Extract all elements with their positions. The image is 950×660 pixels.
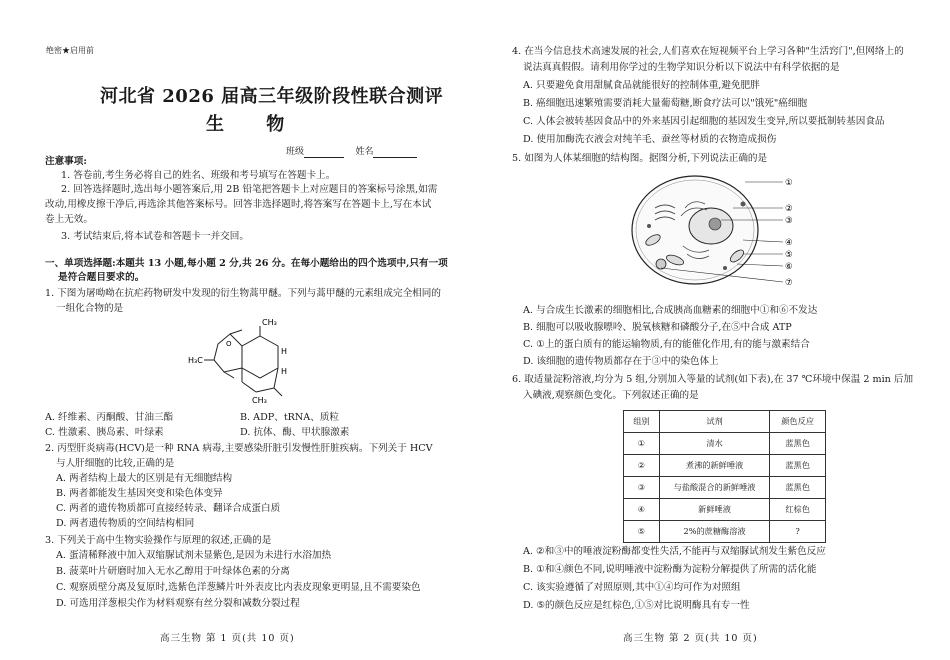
table-cell: ④: [624, 499, 660, 521]
cell-label-4: ④: [785, 238, 793, 248]
artemether-structure: [190, 316, 310, 406]
table-cell: 煮沸的新鲜唾液: [659, 455, 769, 477]
q4-option-c[interactable]: C. 人体会被转基因食品中的外来基因引起细胞的基因发生变异,所以要抵制转基因食品: [523, 116, 885, 127]
name-blank[interactable]: [373, 148, 417, 158]
student-info: [286, 146, 417, 158]
table-header-row: [624, 411, 826, 433]
q1-stem: 1. 下图为屠呦呦在抗疟药物研发中发现的衍生物蒿甲醚。下列与蒿甲醚的元素组成完全相同的: [45, 288, 441, 299]
table-row: [624, 521, 826, 543]
right-page: [475, 0, 950, 660]
section-heading: [45, 258, 448, 271]
table-cell: 蓝黑色: [770, 455, 826, 477]
table-cell: 新鲜唾液: [659, 499, 769, 521]
q1-option-a[interactable]: A. 纤维素、丙酮酸、甘油三酯: [45, 412, 174, 423]
cell-label-7: ⑦: [785, 278, 793, 288]
cell-label-5: ⑤: [785, 250, 793, 260]
mol-h2: H: [281, 367, 288, 376]
table-header: 颜色反应: [770, 411, 826, 433]
q2-option-b[interactable]: B. 两者都能发生基因突变和染色体变异: [56, 488, 223, 499]
confidential-mark: 绝密★启用前: [46, 46, 94, 55]
q2-stem: 2. 丙型肝炎病毒(HCV)是一种 RNA 病毒,主要感染肝脏引发慢性肝脏疾病。下列关于 HCV: [45, 443, 433, 454]
q2-stem-cont: 与人肝细胞的比较,正确的是: [56, 458, 175, 469]
q1-option-d[interactable]: D. 抗体、酶、甲状腺激素: [240, 427, 350, 438]
mol-h1: H: [281, 347, 288, 356]
table-cell: 与盐酸混合的新鲜唾液: [659, 477, 769, 499]
q2-option-a[interactable]: A. 两者结构上最大的区别是有无细胞结构: [56, 473, 233, 484]
class-label: 班级: [286, 147, 305, 157]
q5-option-d[interactable]: D. 该细胞的遗传物质都存在于③中的染色体上: [523, 356, 719, 367]
q6-option-b[interactable]: B. ①和④颜色不同,说明唾液中淀粉酶为淀粉分解提供了所需的活化能: [523, 564, 817, 575]
q3-stem: 3. 下列关于高中生物实验操作与原理的叙述,正确的是: [45, 535, 272, 546]
footer-right: 高三生物 第 2 页(共 10 页): [623, 633, 758, 645]
name-label: 姓名: [355, 147, 374, 157]
cell-label-6: ⑥: [785, 262, 793, 272]
q2-option-d[interactable]: D. 两者遗传物质的空间结构相同: [56, 518, 195, 529]
q5-stem: 5. 如图为人体某细胞的结构图。据图分析,下列说法正确的是: [512, 153, 768, 164]
section-heading-line2: 是符合题目要求的。: [58, 272, 145, 283]
q4-stem: 4. 在当今信息技术高速发展的社会,人们喜欢在短视频平台上学习各种"生活窍门",但网络上的: [512, 46, 904, 57]
q1-option-b[interactable]: B. ADP、tRNA、质粒: [240, 412, 340, 423]
cell-label-2: ②: [785, 204, 793, 214]
animal-cell-diagram: [625, 168, 805, 296]
table-row: [624, 455, 826, 477]
note-item: 2. 回答选择题时,选出每小题答案后,用 2B 铅笔把答题卡上对应题目的答案标号涂黑,如需: [61, 184, 438, 195]
mol-ch3-top: CH₃: [262, 318, 277, 327]
q1-option-c[interactable]: C. 性激素、胰岛素、叶绿素: [45, 427, 164, 438]
mol-h3c-left: H₃C: [188, 356, 203, 365]
q3-option-d[interactable]: D. 可选用洋葱根尖作为材料观察有丝分裂和减数分裂过程: [56, 598, 300, 609]
table-cell: ?: [770, 521, 826, 543]
section-heading-bold: 一、单项选择题:本题共 13 小题,每小题 2 分,共 26 分。: [45, 258, 291, 269]
table-header: 组别: [624, 411, 660, 433]
subject-title: 生 物: [206, 114, 303, 135]
q5-option-c[interactable]: C. ①上的蛋白质有的能运输物质,有的能催化作用,有的能与激素结合: [523, 339, 810, 350]
class-blank[interactable]: [304, 148, 344, 158]
q4-option-b[interactable]: B. 癌细胞迅速繁殖需要消耗大量葡萄糖,断食疗法可以"饿死"癌细胞: [523, 98, 808, 109]
table-cell: 红棕色: [770, 499, 826, 521]
experiment-table: [623, 410, 826, 543]
q4-option-a[interactable]: A. 只要避免食用甜腻食品就能很好的控制体重,避免肥胖: [523, 80, 760, 91]
cell-label-3: ③: [785, 216, 793, 226]
q6-option-a[interactable]: A. ②和③中的唾液淀粉酶都变性失活,不能再与双缩脲试剂发生紫色反应: [523, 546, 826, 557]
q6-option-c[interactable]: C. 该实验遵循了对照原则,其中①④均可作为对照组: [523, 582, 741, 593]
table-cell: 蓝黑色: [770, 477, 826, 499]
note-item: 3. 考试结束后,将本试卷和答题卡一并交回。: [61, 231, 249, 242]
q4-option-d[interactable]: D. 使用加酶洗衣液会对纯羊毛、蚕丝等材质的衣物造成损伤: [523, 134, 777, 145]
note-item: 卷上无效。: [45, 214, 93, 225]
table-row: [624, 477, 826, 499]
table-cell: 清水: [659, 433, 769, 455]
table-row: [624, 433, 826, 455]
table-cell: 2%的蔗糖酶溶液: [659, 521, 769, 543]
q4-stem-cont: 说法真真假假。请利用你学过的生物学知识分析以下说法中有科学依据的是: [523, 62, 840, 73]
q2-option-c[interactable]: C. 两者的遗传物质都可直接经转录、翻译合成蛋白质: [56, 503, 281, 514]
q3-option-a[interactable]: A. 蛋清稀释液中加入双缩脲试剂未显紫色,是因为未进行水浴加热: [56, 550, 332, 561]
table-cell: ①: [624, 433, 660, 455]
table-cell: 蓝黑色: [770, 433, 826, 455]
footer-left: 高三生物 第 1 页(共 10 页): [160, 633, 295, 645]
q6-stem: 6. 取适量淀粉溶液,均分为 5 组,分别加入等量的试剂(如下表),在 37 ℃环境中保温 2 min 后加: [512, 374, 914, 385]
q5-option-a[interactable]: A. 与合成生长激素的细胞相比,合成胰高血糖素的细胞中①和⑥不发达: [523, 305, 818, 316]
exam-title: 河北省 2026 届高三年级阶段性联合测评: [100, 86, 444, 107]
q3-option-c[interactable]: C. 观察质壁分离及复原时,选紫色洋葱鳞片叶外表皮比内表皮现象更明显,且不需要染色: [56, 582, 421, 593]
notes-heading: 注意事项:: [45, 156, 87, 167]
table-cell: ②: [624, 455, 660, 477]
mol-ch3-bottom: CH₃: [252, 396, 267, 405]
q5-option-b[interactable]: B. 细胞可以吸收腺嘌呤、脱氧核糖和磷酸分子,在⑤中合成 ATP: [523, 322, 792, 333]
q6-stem-cont: 入碘液,观察颜色变化。下列叙述正确的是: [523, 390, 699, 401]
note-item: 1. 答卷前,考生务必将自己的姓名、班级和考号填写在答题卡上。: [61, 170, 336, 181]
note-item: 改动,用橡皮擦干净后,再选涂其他答案标号。回答非选择题时,将答案写在答题卡上,写在本试: [45, 199, 432, 210]
table-header: 试剂: [659, 411, 769, 433]
cell-label-1: ①: [785, 178, 793, 188]
table-cell: ⑤: [624, 521, 660, 543]
section-heading-rest: 在每小题给出的四个选项中,只有一项: [290, 258, 448, 269]
mol-o: O: [226, 340, 232, 348]
q6-option-d[interactable]: D. ⑤的颜色反应是红棕色,①⑤对比说明酶具有专一性: [523, 600, 750, 611]
q3-option-b[interactable]: B. 菠菜叶片研磨时加入无水乙醇用于叶绿体色素的分离: [56, 566, 290, 577]
table-row: [624, 499, 826, 521]
q1-stem-cont: 一组化合物的是: [56, 303, 124, 314]
table-cell: ③: [624, 477, 660, 499]
